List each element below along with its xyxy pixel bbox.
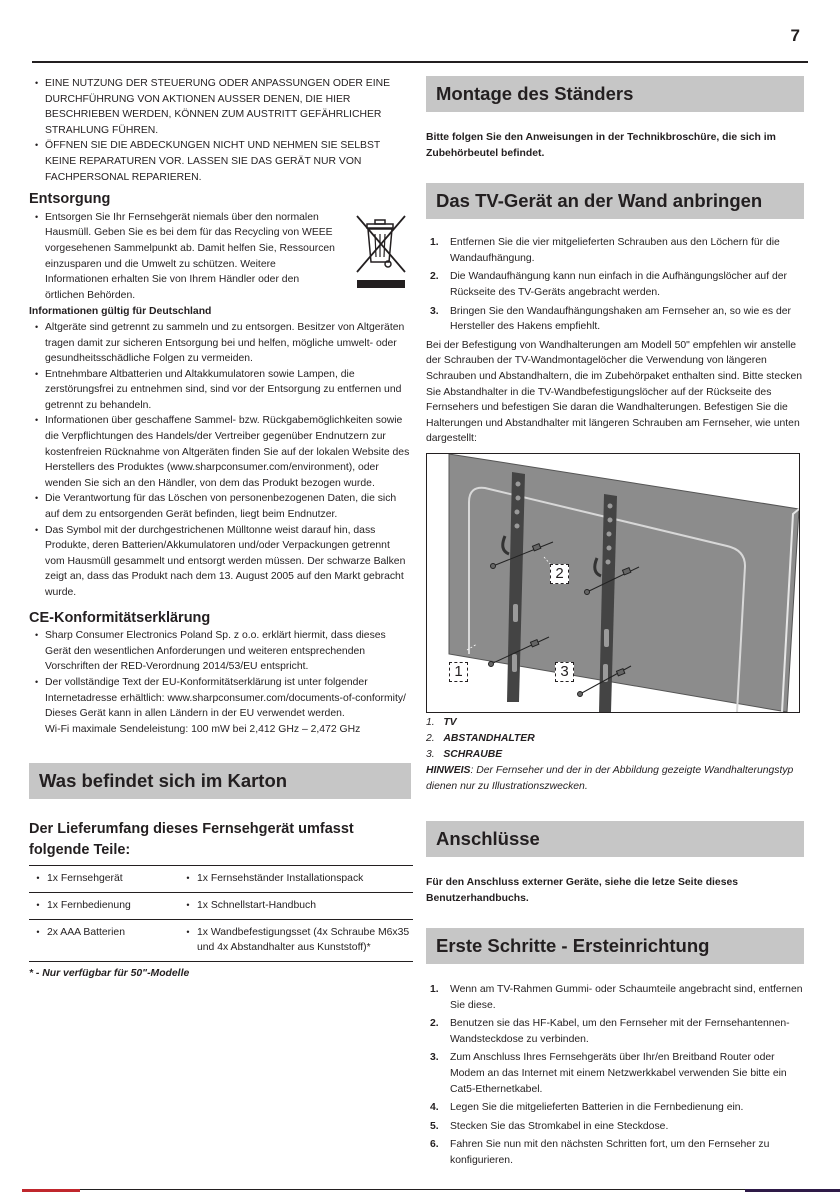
wall-mount-steps xyxy=(426,235,804,335)
tv-wall-bracket-diagram xyxy=(427,454,799,712)
first-steps-list xyxy=(426,982,804,1169)
parts-table xyxy=(29,865,413,961)
legend-item: 2. ABSTANDHALTER xyxy=(426,732,535,744)
header-rule xyxy=(32,61,808,63)
list-item: 6. Fahren Sie nun mit den nächsten Schritten fort, um den Fernseher zu konfigurieren. xyxy=(430,1139,770,1167)
disposal-heading: Entsorgung xyxy=(29,191,111,208)
list-item: 2. Benutzen sie das HF-Kabel, um den Fernseher mit der Fernsehantennen-Wandsteckdose zu verbinden. xyxy=(430,1018,790,1045)
list-item: • Die Verantwortung für das Löschen von personenbezogenen Daten, die sich auf dem zu entsorgenden Gerät befinden, liegt beim Endnutzer. xyxy=(29,491,411,522)
list-item: 5. Stecken Sie das Stromkabel in eine Steckdose. xyxy=(430,1120,669,1132)
footer-rule xyxy=(56,1189,786,1191)
table-cell: 1x Fernsehständer Installationspack xyxy=(197,866,413,893)
list-item xyxy=(29,675,411,737)
list-item: • Entnehmbare Altbatterien und Altakkumulatoren sowie Lampen, die zerstörungsfrei zu entnehmen sind, sind vor der Entsorgung zu entfernen und getrennt zu behandeln. xyxy=(29,367,411,414)
list-item: 1. Wenn am TV-Rahmen Gummi- oder Schaumteile angebracht sind, entfernen Sie diese. xyxy=(430,984,803,1011)
section-heading-box-contents: Was befindet sich im Karton xyxy=(29,763,411,799)
crossed-out-wheelie-bin-icon xyxy=(353,212,409,292)
table-row: • 1x Fernbedienung • 1x Schnellstart-Handbuch xyxy=(29,892,413,919)
legend-item: 3. SCHRAUBE xyxy=(426,748,503,760)
table-cell: 1x Fernsehgerät xyxy=(47,866,179,893)
connections-text: Für den Anschluss externer Geräte, siehe die letze Seite dieses Benutzerhandbuchs. xyxy=(426,876,739,904)
ce-heading: CE-Konformitätserklärung xyxy=(29,609,211,626)
list-item: 1. Entfernen Sie die vier mitgelieferten Schrauben aus den Löchern für die Wandaufhängung. xyxy=(430,237,780,264)
list-item: 2. Die Wandaufhängung kann nun einfach in die Aufhängungslöcher auf der Rückseite des TV-Geräts angebracht werden. xyxy=(430,271,787,298)
callout-1: 1 xyxy=(449,662,468,682)
ce-eu-countries: Dieses Gerät kann in allen Ländern in der EU verwendet werden. xyxy=(45,708,345,720)
table-row: • 1x Fernsehgerät • 1x Fernsehständer Installationspack xyxy=(29,866,413,893)
ce-wifi-power: Wi-Fi maximale Sendeleistung: 100 mW bei 2,412 GHz – 2,472 GHz xyxy=(45,723,361,735)
table-row: • 2x AAA Batterien • 1x Wandbefestigungsset (4x Schraube M6x35 und 4x Abstandhalter aus Kunststoff)* xyxy=(29,919,413,961)
list-item: 3. Bringen Sie den Wandaufhängungshaken am Fernseher an, so wie es der Hersteller des Hakens empfiehlt. xyxy=(430,305,791,333)
parts-subtitle: Der Lieferumfang dieses Fernsehgerät umfasst folgende Teile: xyxy=(29,821,354,859)
ce-item-text: Der vollständige Text der EU-Konformitätserklärung ist unter folgender Internetadresse erhältlich: www.sharpconsumer.com/documents-of-conformity/ xyxy=(45,676,406,704)
figure-legend xyxy=(426,715,804,795)
list-item: • Das Symbol mit der durchgestrichenen Mülltonne weist darauf hin, dass Produkte, deren Batterien/Akkumulatoren und/oder Verpackungen getrennt vom Hausmüll gesammelt und entsorgt werden müssen. Der schwarze Balken zeigt an, dass das Produkt nach dem 13. August 2005 auf den Markt gebracht wurde. xyxy=(29,523,411,601)
table-cell: 1x Schnellstart-Handbuch xyxy=(197,892,413,919)
list-item: • Entsorgen Sie Ihr Fernsehgerät niemals über den normalen Hausmüll. Geben Sie es bei dem für das Recycling von WEEE vorgesehenen Sammelpunkt ab. Damit helfen Sie, Ressourcen einzusparen und die Umwelt zu schützen. Weitere Informationen erhalten Sie von Ihrem Händler oder den örtlichen Behörden. xyxy=(29,210,339,304)
stand-instructions: Bitte folgen Sie den Anweisungen in der Technikbroschüre, die sich im Zubehörbeutel befindet. xyxy=(426,132,776,159)
ce-list xyxy=(29,628,411,737)
list-item: 4. Legen Sie die mitgelieferten Batterien in die Fernbedienung ein. xyxy=(430,1102,744,1114)
table-cell: 1x Fernbedienung xyxy=(47,892,179,919)
page-number: 7 xyxy=(790,26,800,45)
germany-info-heading: Informationen gültig für Deutschland xyxy=(29,306,212,318)
germany-info-list xyxy=(29,320,411,601)
wall-mount-paragraph: Bei der Befestigung von Wandhalterungen am Modell 50" empfehlen wir anstelle der Schrauben der TV-Wandmontagelöcher die Verwendung von längeren Schrauben und Abstandhaltern, die im Zubehörpaket enthalten sind. Bitte stecken Sie Abstandhalter in die TV-Wandbefestigungslöcher auf der Rückseite des Fernsehers und befestigen Sie daran die Wandhalterungen. Befestigen Sie die Halterungen und Abstandhalter mit längeren Schrauben am Fernseher, wie unten dargestellt: xyxy=(426,339,803,445)
disposal-list xyxy=(29,210,339,304)
safety-warnings-list xyxy=(29,76,411,185)
section-heading-first-steps: Erste Schritte - Ersteinrichtung xyxy=(426,928,804,964)
table-cell: 2x AAA Batterien xyxy=(47,926,125,938)
legend-item: 1. TV xyxy=(426,716,457,728)
list-item: • Informationen über geschaffene Sammel- bzw. Rückgabemöglichkeiten sowie die Verpflichtungen des Handels/der Vertreiber gegenüber Endnutzern zur kostenfreien Rücknahme von Altgeräten finden Sie auf der lokalen Website des Herstellers des Produktes (www.sharpconsumer.com/environment), oder wenden Sie sich an den Händler, von dem das Produkt bezogen wurde. xyxy=(29,413,411,491)
list-item: 3. Zum Anschluss Ihres Fernsehgeräts über Ihr/en Breitband Router oder Modem an das Internet mit einem Netzwerkkabel verwenden Sie bitte ein Cat5-Ethernetkabel. xyxy=(430,1052,787,1095)
callout-3: 3 xyxy=(555,662,574,682)
callout-2: 2 xyxy=(550,564,569,584)
list-item: • Altgeräte sind getrennt zu sammeln und zu entsorgen. Besitzer von Altgeräten tragen damit zur sicheren Entsorgung bei und helfen, mögliche umwelt- oder gesundheitsschädliche Folgen zu vermeiden. xyxy=(29,320,411,367)
list-item: • Sharp Consumer Electronics Poland Sp. z o.o. erklärt hiermit, dass dieses Gerät den wesentlichen Anforderungen und weiteren entsprechenden Vorschriften der RED-Verordnung 2014/53/EU entspricht. xyxy=(29,628,411,675)
table-cell: 1x Wandbefestigungsset (4x Schraube M6x35 und 4x Abstandhalter aus Kunststoff)* xyxy=(197,926,410,954)
footnote: * - Nur verfügbar für 50"-Modelle xyxy=(29,967,190,979)
wall-mount-illustration xyxy=(426,453,800,713)
section-heading-connections: Anschlüsse xyxy=(426,821,804,857)
list-item: • EINE NUTZUNG DER STEUERUNG ODER ANPASSUNGEN ODER EINE DURCHFÜHRUNG VON AKTIONEN AUSSER DENEN, DIE HIER BESCHRIEBEN WERDEN, KÖNNEN ZUM AUSTRITT GEFÄHRLICHER STRAHLUNG FÜHREN. xyxy=(29,76,411,138)
list-item: • ÖFFNEN SIE DIE ABDECKUNGEN NICHT UND NEHMEN SIE SELBST KEINE REPARATUREN VOR. LASSEN SIE DAS GERÄT NUR VON FACHPERSONAL REPARIEREN. xyxy=(29,138,411,185)
section-heading-stand: Montage des Ständers xyxy=(426,76,804,112)
figure-note: HINWEIS: Der Fernseher und der in der Abbildung gezeigte Wandhalterungstyp dienen nur zu Illustrationszwecken. xyxy=(426,764,794,792)
section-heading-wall-mount: Das TV-Gerät an der Wand anbringen xyxy=(426,183,804,219)
right-column xyxy=(426,76,804,1172)
left-column xyxy=(29,76,411,981)
